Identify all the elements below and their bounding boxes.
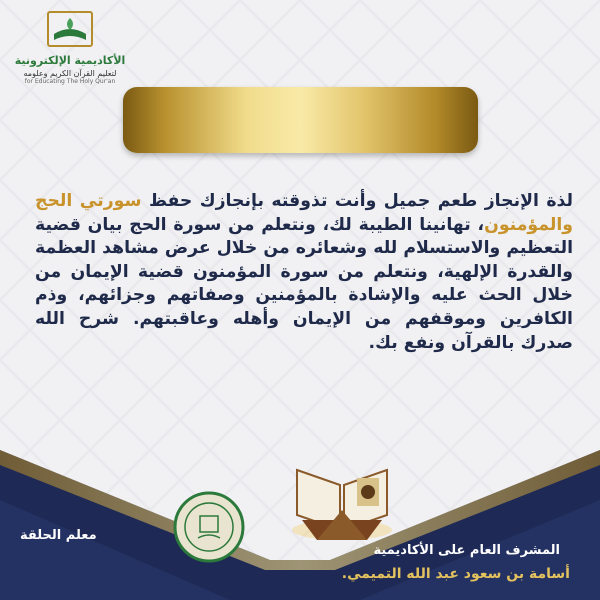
congratulation-message	[35, 190, 573, 355]
book-logo-icon	[46, 10, 94, 48]
quran-stand-icon	[282, 430, 402, 550]
logo-tagline: لتعليم القرآن الكريم وعلومه	[23, 69, 117, 78]
logo-name: الأكاديمية الإلكترونية	[14, 54, 126, 67]
message-part-1: لذة الإنجاز طعم جميل وأنت تذوقته بإنجازك حفظ	[141, 191, 574, 211]
signer-name: أسامة بن سعود عبد الله التميمي.	[341, 566, 570, 582]
teacher-label: معلم الحلقة	[20, 528, 97, 543]
surah-highlight: سورتي الحج والمؤمنون	[35, 191, 573, 235]
gold-title-bar	[123, 87, 478, 153]
signer-role: المشرف العام على الأكاديمية	[373, 543, 560, 558]
logo-english: for Educating The Holy Qur'an	[24, 78, 116, 85]
message-part-2: ، تهانينا الطيبة لك، ونتعلم من سورة الحج بيان قضية التعظيم والاستسلام لله وشعائره من خلال عرض مشاهد العظمة والقدرة الإلهية، ونتعلم من سورة المؤمنون قضية الإيمان من خلال الحث عليه والإشادة بالمؤمنين وصفاتهم وجزائهم، وذم الكافرين وموقفهم من الإيمان وأهله وعاقبتهم. شرح الله صدرك بالقرآن ونفع بك.	[35, 214, 573, 353]
academy-logo	[10, 10, 130, 90]
academy-seal-icon	[172, 490, 246, 564]
